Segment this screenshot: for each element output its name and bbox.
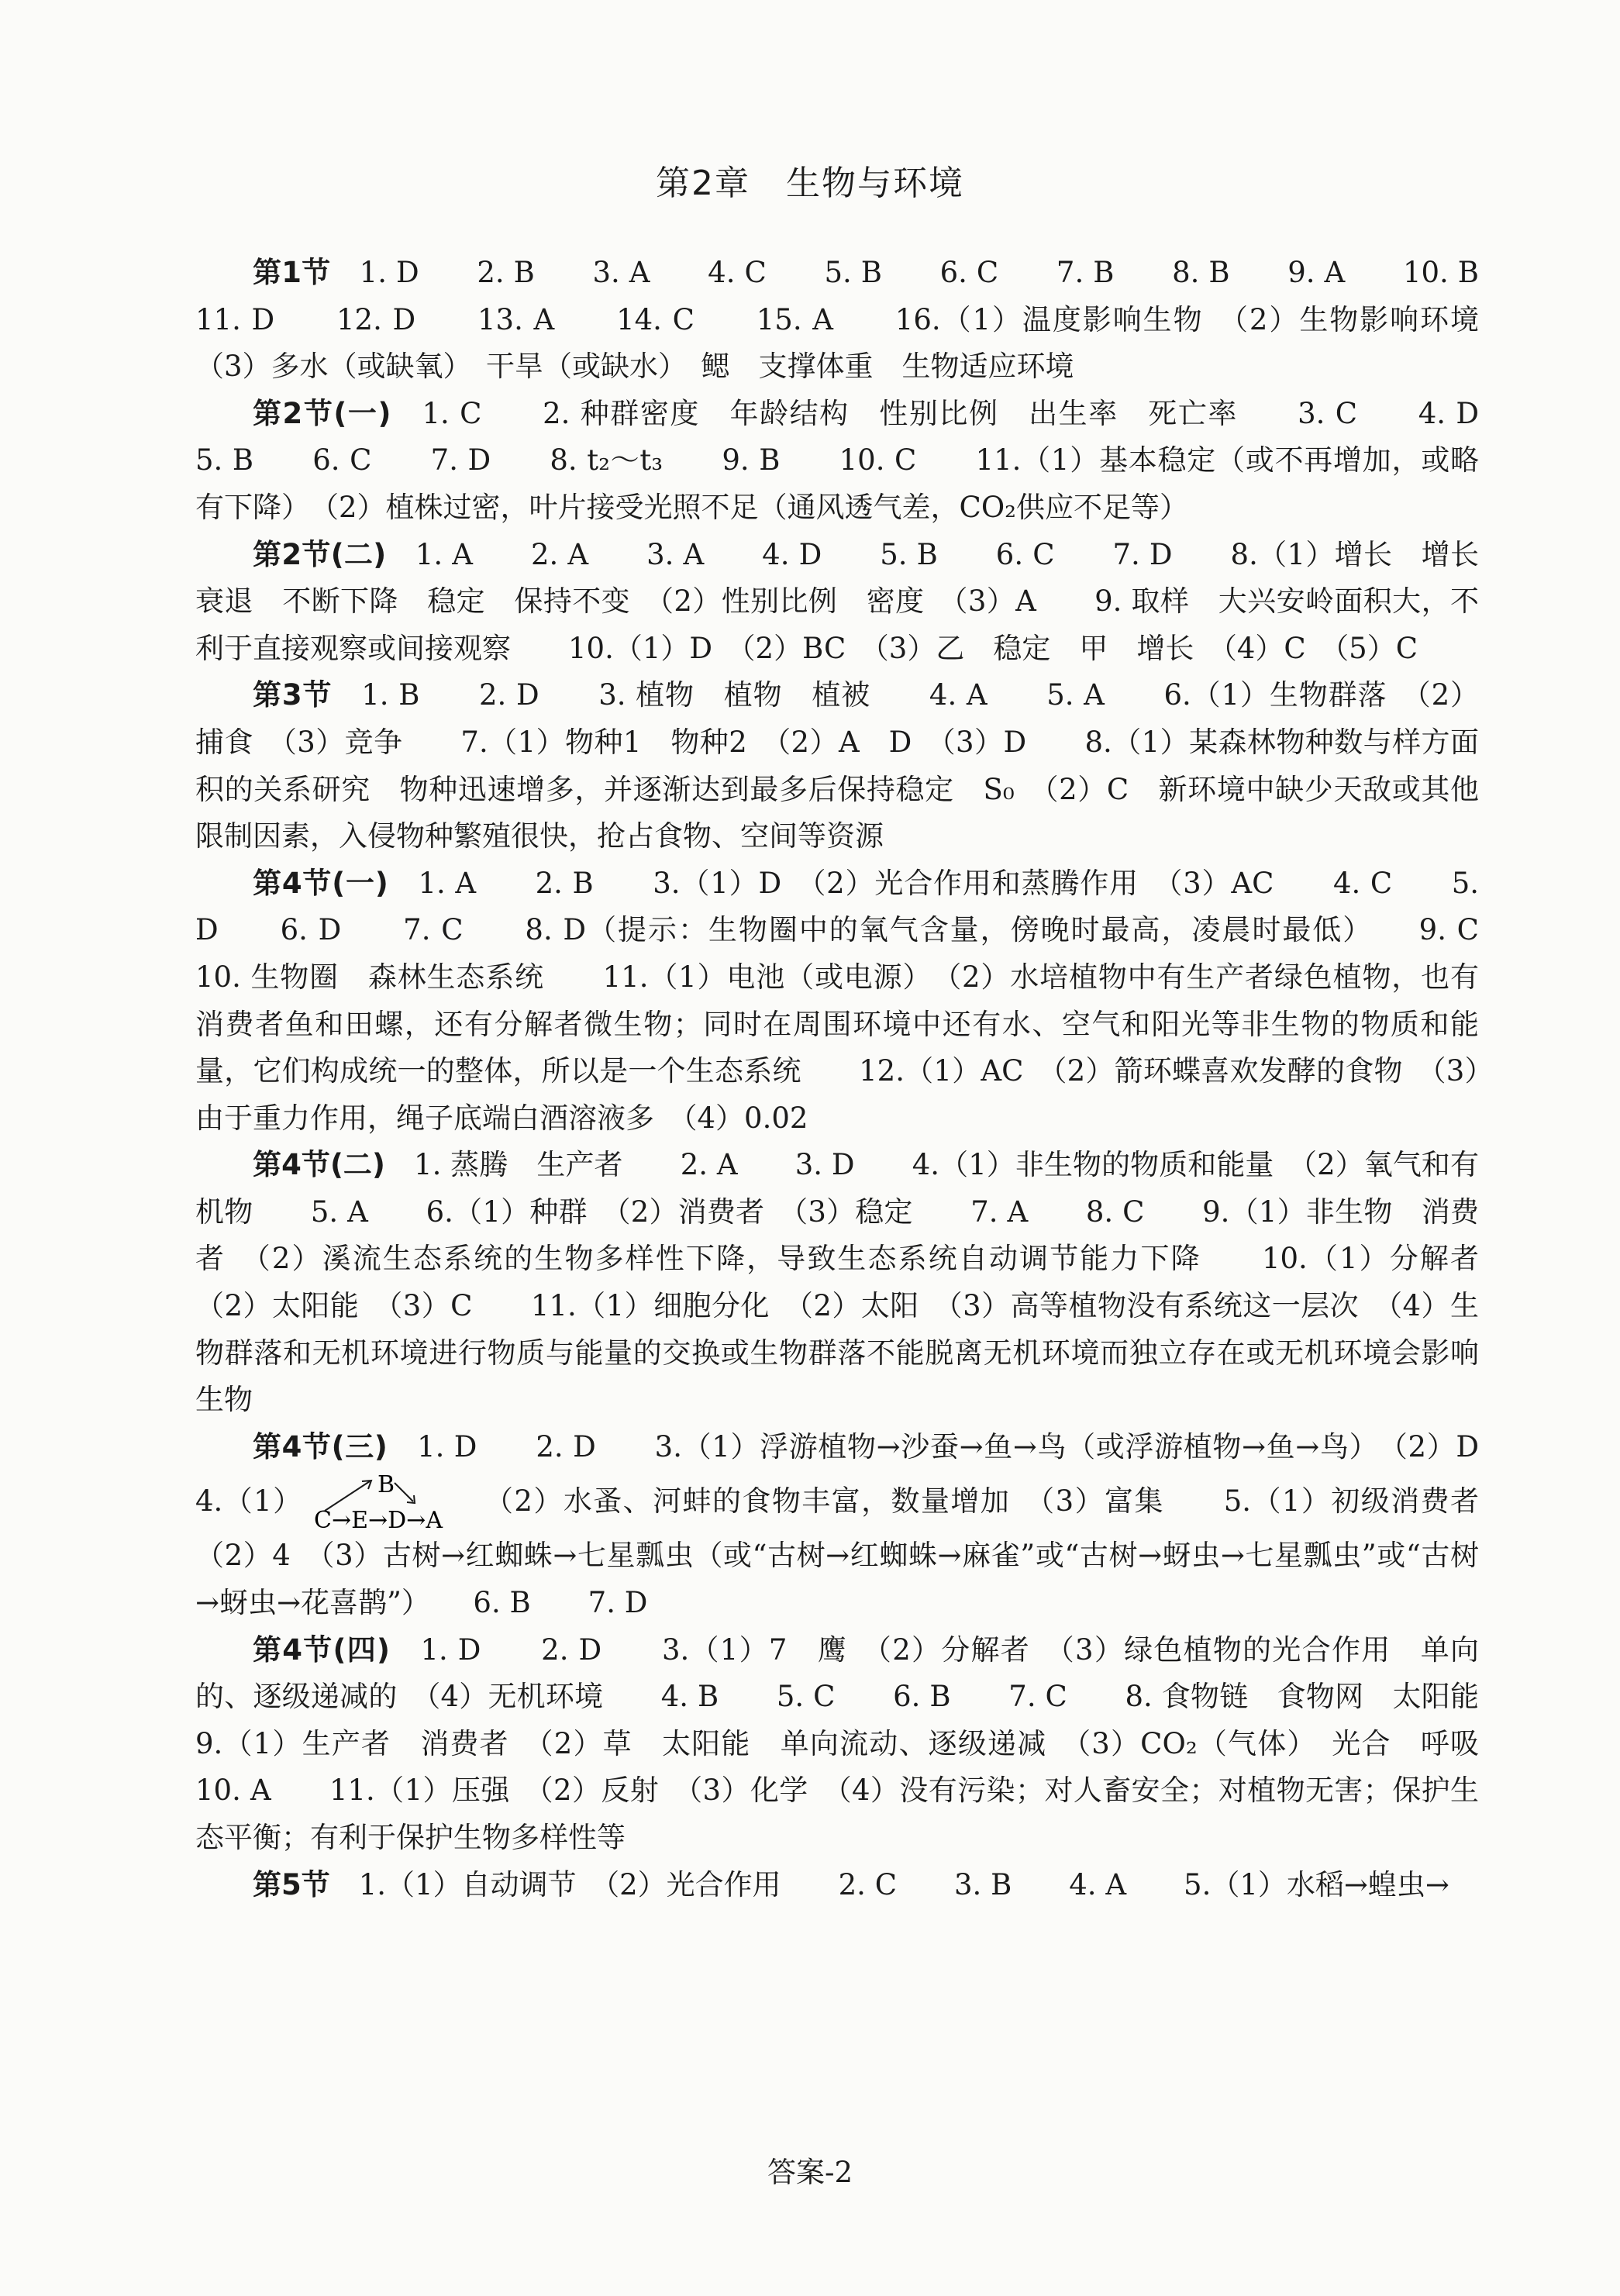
section-answers: 1. D 2. D 3.（1）浮游植物→沙蚕→鱼→鸟（或浮游植物→鱼→鸟） （2）D 4.（1） [195, 1429, 1537, 1519]
section-answers: 1.（1）自动调节 （2）光合作用 2. C 3. B 4. A 5.（1）水稻→蝗虫→ [358, 1867, 1449, 1901]
arrow-b-to-e [395, 1483, 413, 1501]
section-answers: 1. B 2. D 3. 植物 植物 植被 4. A 5. A 6.（1）生物群落 （2）捕食 （3）竞争 7.（1）物种1 物种2 （2）A D （3）D 8.（1）某森林物种数与样方面积的关系研究 物种迅速增多，并逐渐达到最多后保持稳定 S₀ （2）C 新环境中缺少天敌或其他限制因素，入侵物种繁殖很快，抢占食物、空间等资源 [195, 678, 1479, 853]
food-web-chain: C→E→D→A [313, 1507, 443, 1533]
section-4-3 [195, 1424, 1537, 1627]
food-web-diagram [314, 1470, 473, 1532]
food-web-svg [314, 1470, 473, 1532]
chapter-title: 第2章 生物与环境 [656, 164, 964, 203]
section-2-1 [195, 391, 1536, 532]
section-label: 第4节(二) [253, 1148, 385, 1182]
section-label: 第4节(四) [253, 1632, 390, 1667]
section-label: 第4节(一) [253, 866, 388, 900]
section-answers: 1. D 2. B 3. A 4. C 5. B 6. C 7. B 8. B 9. A 10. B 11. D 12. D 13. A 14. C 15. A 16.（1）温度影响生物 （2）生物影响环境 （3）多水（或缺氧） 干旱（或缺水） 鳃 支撑体重 生物适应环境 [195, 256, 1536, 384]
section-4-4 [195, 1627, 1536, 1862]
section-5 [195, 1862, 1479, 1909]
page-number: 答案-2 [767, 2156, 853, 2189]
food-web-top-node: B [377, 1471, 395, 1499]
section-answers: 1. A 2. B 3.（1）D （2）光合作用和蒸腾作用 （3）AC 4. C 5. D 6. D 7. C 8. D（提示：生物圈中的氧气含量，傍晚时最高，凌晨时最低） 9. C 10. 生物圈 森林生态系统 11.（1）电池（或电源） （2）水培植物中有生产者绿色植物，也有消费者鱼和田螺，还有分解者微生物；同时在周围环境中还有水、空气和阳光等非生物的物质和能量，它们构成统一的整体，所以是一个生态系统 12.（1）AC （2）箭环蝶喜欢发酵的食物 （3）由于重力作用，绳子底端白酒溶液多 （4）0.02 [195, 866, 1536, 1135]
section-2-2 [195, 532, 1508, 673]
answer-body [195, 250, 1537, 1908]
section-label: 第4节(三) [253, 1429, 388, 1463]
section-answers: 1. C 2. 种群密度 年龄结构 性别比例 出生率 死亡率 3. C 4. D 5. B 6. C 7. D 8. t₂～t₃ 9. B 10. C 11.（1）基本稳定（或不再增加，或略有下降） （2）植株过密，叶片接受光照不足（通风透气差，CO₂供应不足等） [195, 396, 1536, 524]
section-label: 第2节(一) [253, 396, 391, 430]
section-label: 第2节(二) [253, 537, 387, 571]
section-answers: 1. A 2. A 3. A 4. D 5. B 6. C 7. D 8.（1）增长 增长 衰退 不断下降 稳定 保持不变 （2）性别比例 密度 （3）A 9. 取样 大兴安岭面积大，不利于直接观察或间接观察 10.（1）D （2）BC （3）乙 稳定 甲 增长 （4）C （5）C [195, 537, 1508, 665]
section-label: 第3节 [253, 678, 333, 712]
section-answers: （2）水蚤、河蚌的食物丰富，数量增加 （3）富集 5.（1）初级消费者 （2）4 （3）古树→红蜘蛛→七星瓢虫（或“古树→红蜘蛛→麻雀”或“古树→蚜虫→七星瓢虫”或“古树→蚜虫→花喜鹊”） 6. B 7. D [195, 1484, 1508, 1620]
section-3 [195, 672, 1479, 860]
section-label: 第5节 [253, 1867, 330, 1901]
section-4-1 [195, 860, 1536, 1143]
section-1-1 [195, 250, 1536, 391]
section-4-2 [195, 1142, 1508, 1424]
section-label: 第1节 [253, 256, 331, 289]
section-answers: 1. D 2. D 3.（1）7 鹰 （2）分解者 （3）绿色植物的光合作用 单向的、逐级递减的 （4）无机环境 4. B 5. C 6. B 7. C 8. 食物链 食物网 太阳能 9.（1）生产者 消费者 （2）草 太阳能 单向流动、逐级递减 （3）CO₂（气体） 光合 呼吸 10. A 11.（1）压强 （2）反射 （3）化学 （4）没有污染；对人畜安全；对植物无害；保护生态平衡；有利于保护生物多样性等 [195, 1632, 1536, 1854]
section-answers: 1. 蒸腾 生产者 2. A 3. D 4.（1）非生物的物质和能量 （2）氧气和有机物 5. A 6.（1）种群 （2）消费者 （3）稳定 7. A 8. C 9.（1）非生物 消费者 （2）溪流生态系统的生物多样性下降，导致生态系统自动调节能力下降 10.（1）分解者 （2）太阳能 （3）C 11.（1）细胞分化 （2）太阳 （3）高等植物没有系统这一层次 （4）生物群落和无机环境进行物质与能量的交换或生物群落不能脱离无机环境而独立存在或无机环境会影响生物 [195, 1148, 1508, 1417]
